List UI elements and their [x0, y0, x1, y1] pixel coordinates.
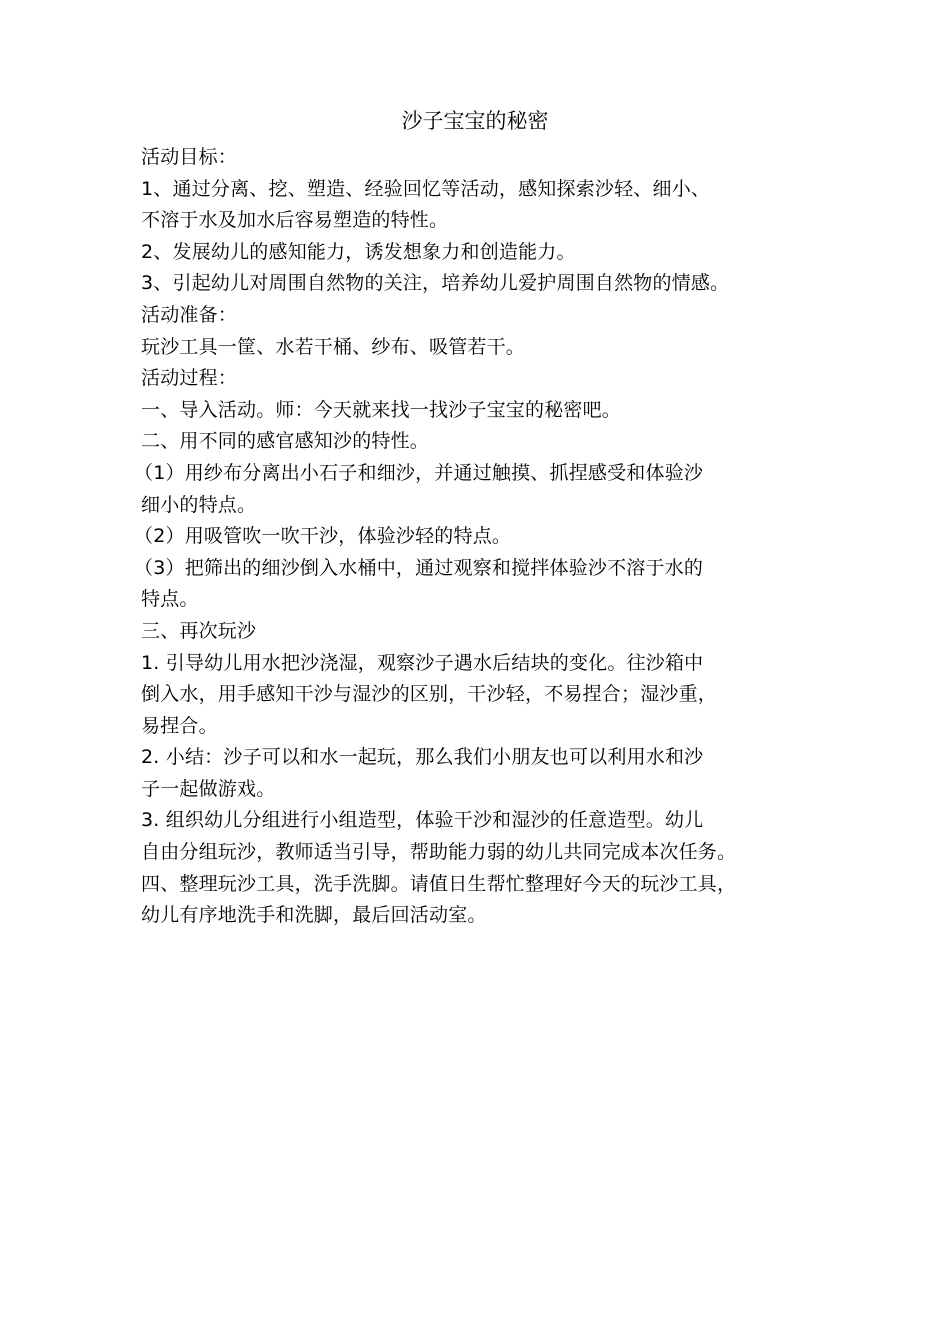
sub-step-1-line-2: 细小的特点。 [141, 493, 257, 516]
play-item-3-line-1: 3. 组织幼儿分组进行小组造型，体验干沙和湿沙的任意造型。幼儿 [141, 809, 704, 832]
preparation-materials: 玩沙工具一筐、水若干桶、纱布、吸管若干。 [141, 335, 526, 358]
play-item-1-line-2: 倒入水，用手感知干沙与湿沙的区别，干沙轻，不易捏合；湿沙重， [141, 683, 718, 706]
play-item-1-line-3: 易捏合。 [141, 714, 218, 737]
goal-2: 2、发展幼儿的感知能力，诱发想象力和创造能力。 [141, 240, 576, 263]
play-item-3-line-2: 自由分组玩沙，教师适当引导，帮助能力弱的幼儿共同完成本次任务。 [141, 841, 737, 864]
sub-step-3-line-1: （3）把筛出的细沙倒入水桶中，通过观察和搅拌体验沙不溶于水的 [134, 556, 704, 579]
process-step-4-line-1: 四、整理玩沙工具，洗手洗脚。请值日生帮忙整理好今天的玩沙工具， [141, 872, 737, 895]
section-heading-preparation: 活动准备： [141, 303, 238, 326]
process-step-4-line-2: 幼儿有序地洗手和洗脚，最后回活动室。 [141, 904, 487, 927]
sub-step-3-line-2: 特点。 [141, 588, 199, 611]
document-body [134, 142, 841, 932]
sub-step-1-line-1: （1）用纱布分离出小石子和细沙，并通过触摸、抓捏感受和体验沙 [134, 461, 704, 484]
process-step-3: 三、再次玩沙 [141, 619, 257, 642]
process-step-1: 一、导入活动。师：今天就来找一找沙子宝宝的秘密吧。 [141, 398, 622, 421]
process-step-2: 二、用不同的感官感知沙的特性。 [141, 430, 430, 453]
play-item-1-line-1: 1. 引导幼儿用水把沙浇湿，观察沙子遇水后结块的变化。往沙箱中 [141, 651, 704, 674]
goal-1-line-2: 不溶于水及加水后容易塑造的特性。 [141, 209, 449, 232]
document-title: 沙子宝宝的秘密 [401, 109, 549, 133]
section-heading-process: 活动过程： [141, 367, 238, 390]
play-item-2-line-1: 2. 小结：沙子可以和水一起玩，那么我们小朋友也可以利用水和沙 [141, 746, 704, 769]
goal-3: 3、引起幼儿对周围自然物的关注，培养幼儿爱护周围自然物的情感。 [141, 272, 730, 295]
section-heading-goals: 活动目标： [141, 146, 238, 168]
play-item-2-line-2: 子一起做游戏。 [141, 777, 276, 800]
sub-step-2: （2）用吸管吹一吹干沙，体验沙轻的特点。 [134, 525, 512, 548]
goal-1-line-1: 1、通过分离、挖、塑造、经验回忆等活动，感知探索沙轻、细小、 [141, 177, 711, 200]
